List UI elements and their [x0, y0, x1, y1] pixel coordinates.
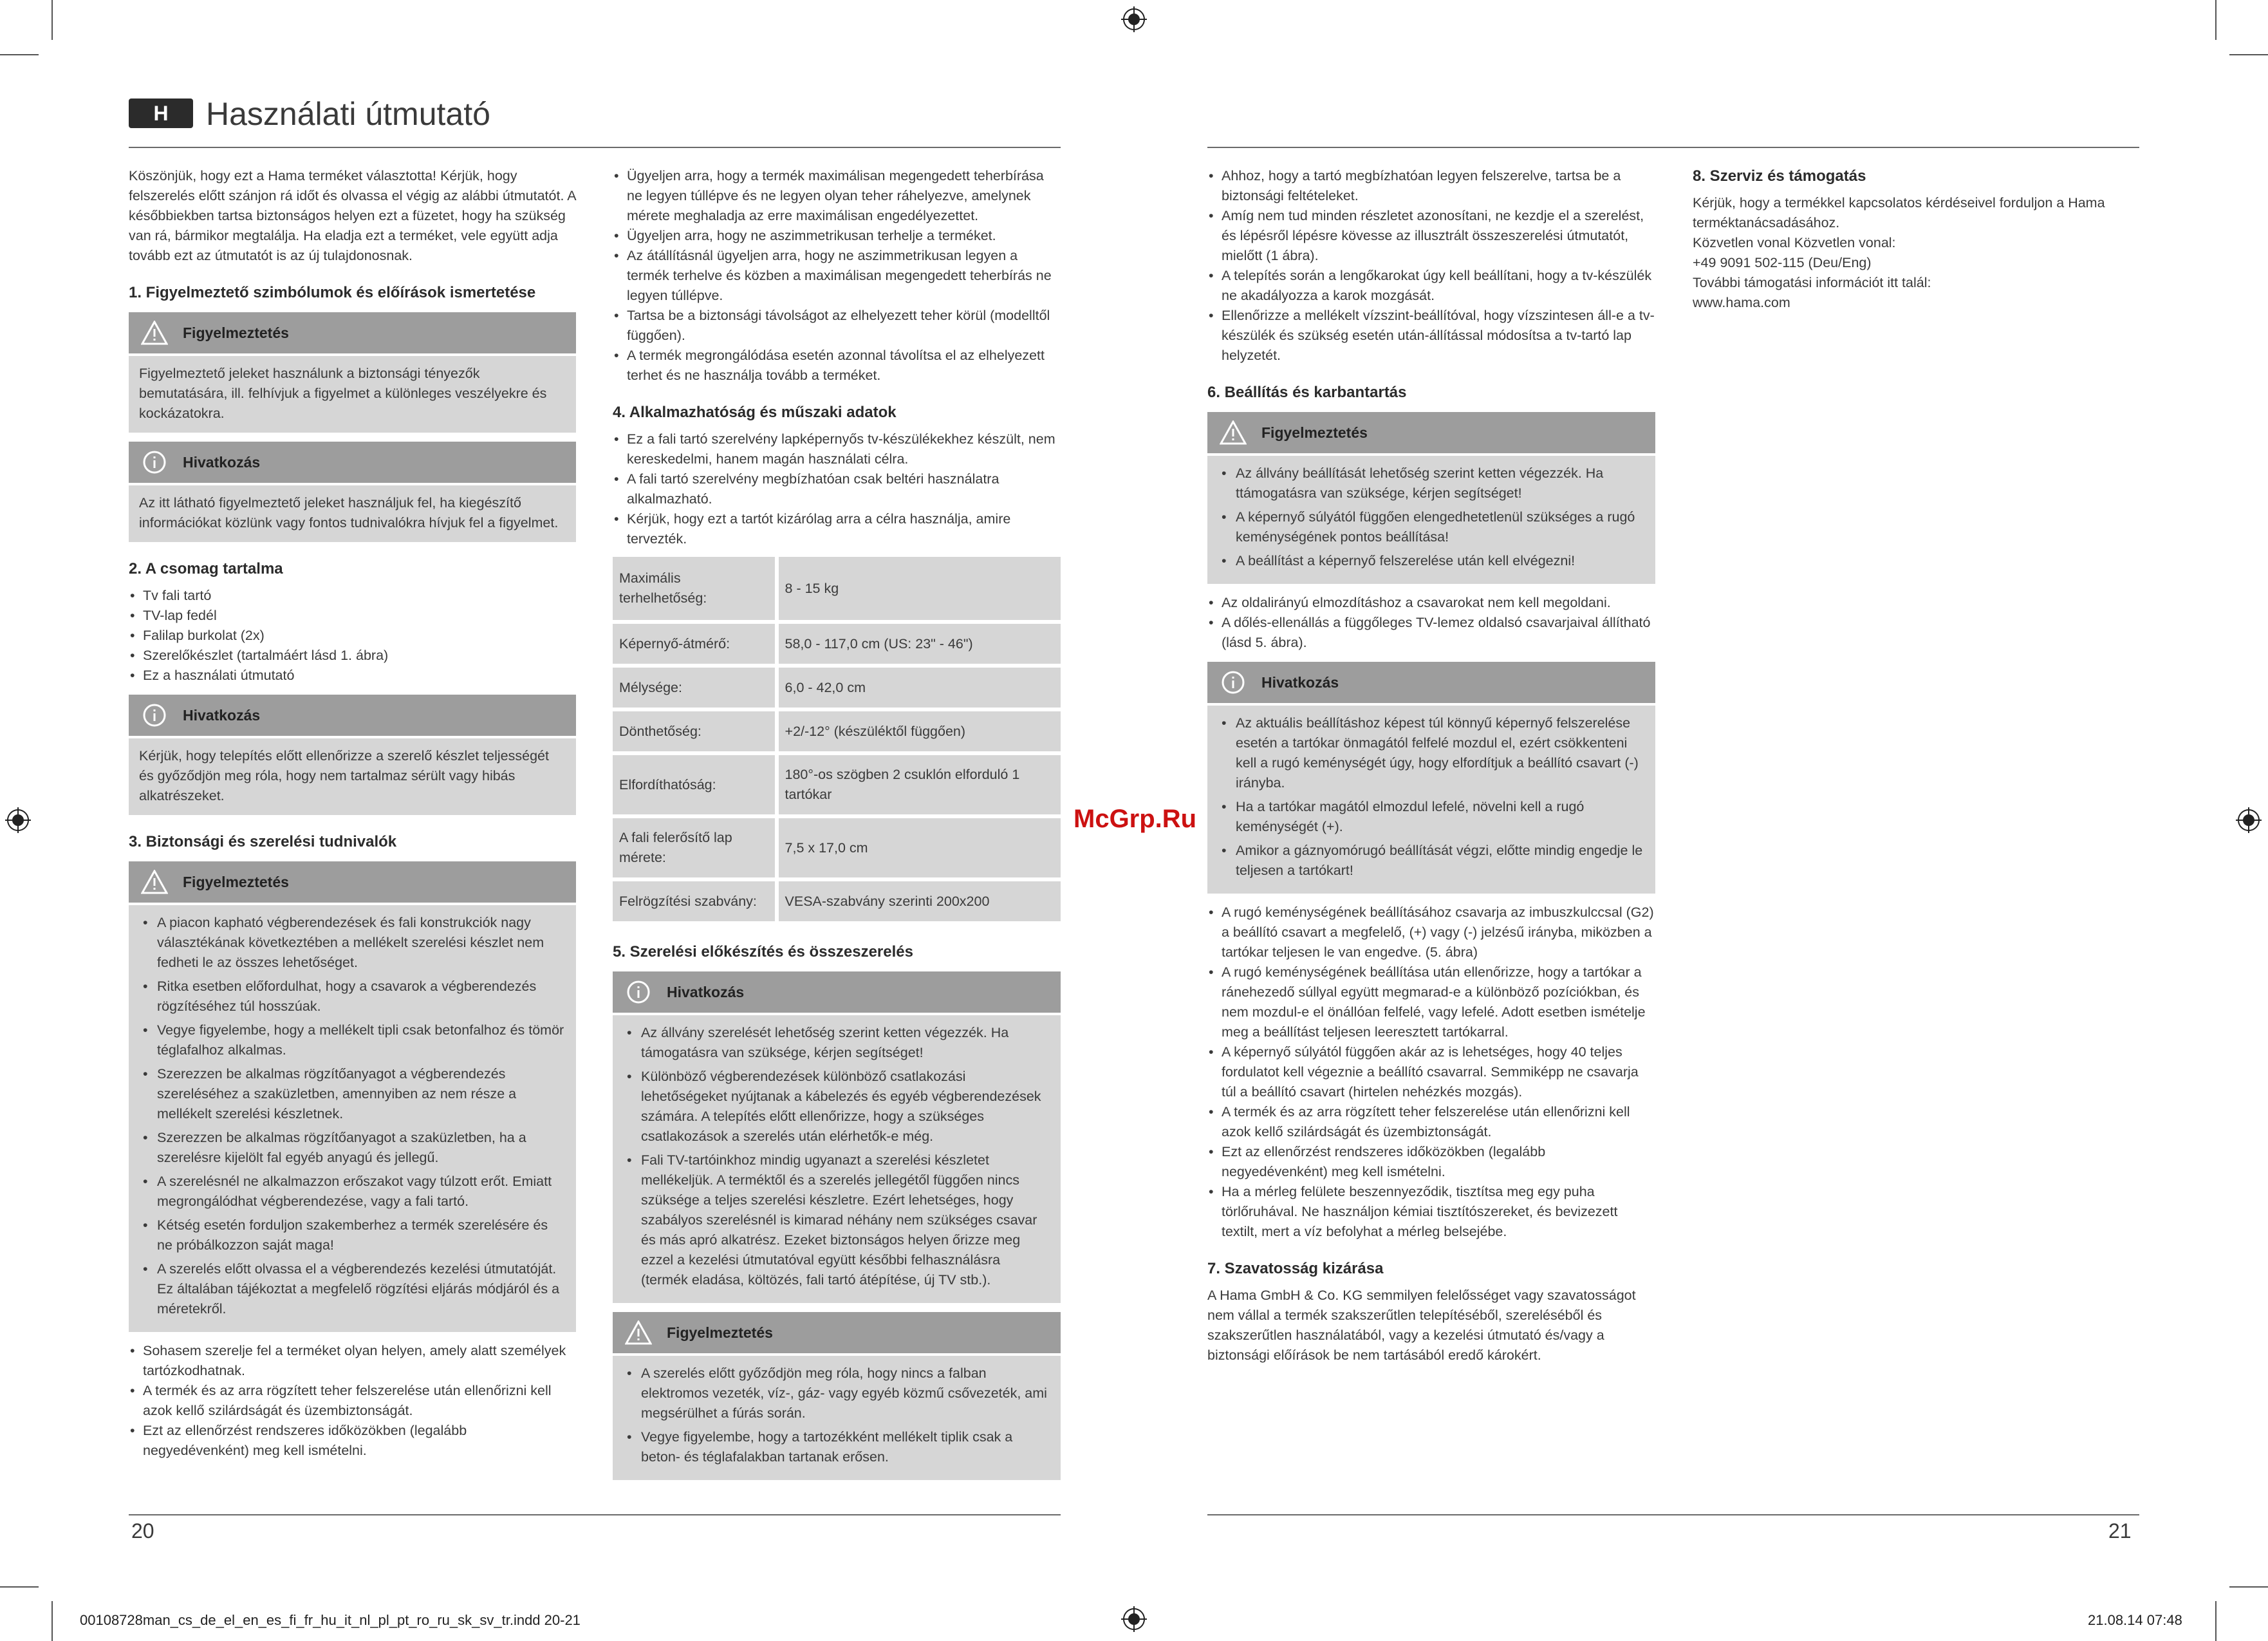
- note-box: [613, 971, 1061, 1303]
- note-label: Hivatkozás: [1261, 673, 1339, 691]
- list-item: • A képernyő súlyától függően elengedhetetlenül szükséges a rugó keménységének pontos beállítása!: [1218, 507, 1645, 547]
- list-item: • Ezt az ellenőrzést rendszeres időközökben (legalább negyedévenként) meg kell ismételni.: [129, 1421, 576, 1461]
- section-5-title: 5. Szerelési előkészítés és összeszerelés: [613, 943, 913, 961]
- footer-rule: [1207, 1514, 2139, 1515]
- warning-box: [129, 861, 576, 1332]
- crop-mark: [2215, 1601, 2217, 1641]
- registration-mark-icon: [1121, 6, 1147, 32]
- header-rule: [129, 147, 1061, 148]
- table-row: [613, 818, 1061, 877]
- warning-triangle-icon: [624, 1320, 653, 1346]
- section-3-title: 3. Biztonsági és szerelési tudnivalók: [129, 833, 397, 850]
- table-row: [613, 668, 1061, 708]
- list-item: • A rugó keménységének beállítása után ellenőrizze, hogy a tartókar a ránehezedő súllyal együtt megmarad-e a különböző pozíciókban, és nem mozdul-e el önállóan felfelé, vagy lefelé. Adott esetben ismételje meg a beállítást teljesen leeresztett tartókarral.: [1207, 962, 1655, 1042]
- warning-triangle-icon: [140, 320, 169, 346]
- list-item: • Szerezzen be alkalmas rögzítőanyagot a végberendezés szereléséhez a szaküzletben, amennyiben az nem része a mellékelt szerelési készletnek.: [139, 1064, 566, 1124]
- info-circle-icon: [140, 702, 169, 728]
- note-text: Kérjük, hogy telepítés előtt ellenőrizze a szerelő készlet teljességét és győződjön meg róla, hogy nem tartalmaz sérült vagy hibás alkatrészeket.: [139, 748, 549, 803]
- list-item: • Az átállításnál ügyeljen arra, hogy ne aszimmetrikusan legyen a termék terhelve és közben a maximálisan megengedett teherbírás ne legyen túllépve.: [613, 246, 1061, 306]
- table-cell-value: 58,0 - 117,0 cm (US: 23" - 46"): [779, 624, 1061, 664]
- section-4-title: 4. Alkalmazhatóság és műszaki adatok: [613, 404, 897, 421]
- list-item: • Amíg nem tud minden részletet azonosítani, ne kezdje el a szerelést, és lépésről lépésre kövesse az illusztrált összeszerelési útmutatót, mielőtt (1 ábra).: [1207, 206, 1655, 266]
- note-box: [1207, 662, 1655, 894]
- warning-label: Figyelmeztetés: [667, 1324, 773, 1341]
- list-item: • Tv fali tartó: [129, 586, 576, 606]
- list-item: • A szerelés előtt olvassa el a végberendezés kezelési útmutatóját. Ez általában tájékoztat a megfelelő rögzítési eljárás módjáról és a méretekről.: [139, 1259, 566, 1319]
- support-info-label: További támogatási információt itt talál:: [1693, 275, 1931, 290]
- registration-mark-icon: [1121, 1606, 1147, 1632]
- warning-label: Figyelmeztetés: [183, 324, 289, 341]
- table-cell-value: 7,5 x 17,0 cm: [779, 818, 1061, 877]
- table-cell-value: +2/-12° (készüléktől függően): [779, 711, 1061, 751]
- list-item: • Szerezzen be alkalmas rögzítőanyagot a szaküzletben, ha a szerelésre kijelölt fal egyéb anyagú és jellegű.: [139, 1128, 566, 1168]
- footer-rule: [129, 1514, 1061, 1515]
- note-box: [129, 695, 576, 815]
- list-item: • Ez a fali tartó szerelvény lapképernyős tv-készülékekhez készült, nem kereskedelmi, hanem magán használati célra.: [613, 429, 1061, 469]
- crop-mark: [2215, 0, 2217, 40]
- warning-triangle-icon: [140, 869, 169, 895]
- list-item: • A rugó keménységének beállításához csavarja az imbuszkulccsal (G2) a beállító csavart a megfelelő, (+) vagy (-) jelzésű irányba, miközben a tartókar teljesen le van engedve. (5. ábra): [1207, 903, 1655, 962]
- list-item: • Ha a tartókar magától elmozdul lefelé, növelni kell a rugó keménységét (+).: [1218, 797, 1645, 837]
- table-cell-key: A fali felerősítő lap mérete:: [613, 818, 779, 877]
- page-number-right: 21: [2108, 1519, 2132, 1543]
- registration-mark-icon: [2236, 807, 2262, 833]
- column-3: [1207, 166, 1655, 1365]
- package-contents-list: [129, 586, 576, 686]
- table-row: [613, 711, 1061, 751]
- table-cell-key: Elfordíthatóság:: [613, 755, 779, 814]
- disclaimer-text: A Hama GmbH & Co. KG semmilyen felelősséget vagy szavatosságot nem vállal a termék szakszerűtlen telepítéséből, szereléséből és szakszerűtlen használatából, vagy a kezelési útmutató és/vagy a biztonsági előírások be nem tartásából eredő károkért.: [1207, 1288, 1636, 1363]
- list-item: • TV-lap fedél: [129, 606, 576, 626]
- warning-box: [613, 1312, 1061, 1480]
- table-row: [613, 624, 1061, 664]
- crop-mark: [51, 1601, 53, 1641]
- list-item: • Ritka esetben előfordulhat, hogy a csavarok a végberendezés rögzítéséhez túl hosszúak.: [139, 977, 566, 1017]
- note-text: Az itt látható figyelmeztető jeleket használjuk fel, ha kiegészítő információkat közlünk vagy fontos tudnivalókra hívjuk fel a figyelmet.: [139, 495, 559, 530]
- list-item: • Az aktuális beállításhoz képest túl könnyű képernyő felszerelése esetén a tartókar önmagától felfelé mozdul el, ezért csökkenteni kell a rugó keménységét úgy, hogy elfordítjuk a beállító csavart (-) irányba.: [1218, 713, 1645, 793]
- crop-mark: [0, 54, 39, 55]
- hotline-number: +49 9091 502-115 (Deu/Eng): [1693, 255, 1872, 270]
- note-label: Hivatkozás: [183, 706, 261, 724]
- warning-text: Figyelmeztető jeleket használunk a biztonsági tényezők bemutatására, ill. felhívjuk a figyelmet a különleges veszélyekre és kockázatokra.: [139, 366, 547, 421]
- list-item: • Ezt az ellenőrzést rendszeres időközökben (legalább negyedévenként) meg kell ismételni.: [1207, 1142, 1655, 1182]
- watermark: McGrp.Ru: [1074, 805, 1197, 833]
- service-text: Kérjük, hogy a termékkel kapcsolatos kérdéseivel forduljon a Hama terméktanácsadásához.: [1693, 195, 2105, 230]
- list-item: • A termék és az arra rögzített teher felszerelése után ellenőrizni kell azok kellő szilárdságát és üzembiztonságát.: [129, 1381, 576, 1421]
- column-1: [129, 166, 576, 1461]
- list-item: • Kétség esetén forduljon szakemberhez a termék szerelésére és ne próbálkozzon saját maga!: [139, 1215, 566, 1255]
- table-cell-value: 8 - 15 kg: [779, 557, 1061, 620]
- table-cell-key: Dönthetőség:: [613, 711, 779, 751]
- warning-label: Figyelmeztetés: [183, 873, 289, 890]
- column-2: [613, 166, 1061, 1489]
- crop-mark: [0, 1586, 39, 1588]
- column-4: [1693, 166, 2139, 313]
- list-item: • Ez a használati útmutató: [129, 666, 576, 686]
- list-item: • A piacon kapható végberendezések és fali konstrukciók nagy választékának következtében a mellékelt szerelési készlet nem fedheti le az összes lehetőséget.: [139, 913, 566, 973]
- info-circle-icon: [1219, 670, 1247, 695]
- list-item: • Ha a mérleg felülete beszennyeződik, tisztítsa meg egy puha törlőruhával. Ne használjon kémiai tisztítószereket, és bevizezett textilt, mert a víz befolyhat a mérleg belsejébe.: [1207, 1182, 1655, 1242]
- crop-mark: [2229, 54, 2268, 55]
- section-2-title: 2. A csomag tartalma: [129, 560, 283, 577]
- warning-triangle-icon: [1219, 420, 1247, 445]
- list-item: • Ahhoz, hogy a tartó megbízhatóan legyen felszerelve, tartsa be a biztonsági feltételeket.: [1207, 166, 1655, 206]
- list-item: • Az állvány szerelését lehetőség szerint ketten végezzék. Ha támogatásra van szüksége, kérjen segítséget!: [623, 1023, 1050, 1063]
- print-datetime: 21.08.14 07:48: [2088, 1612, 2182, 1628]
- list-item: • A termék és az arra rögzített teher felszerelése után ellenőrizni kell azok kellő szilárdságát és üzembiztonságát.: [1207, 1102, 1655, 1142]
- info-circle-icon: [140, 449, 169, 475]
- table-row: [613, 881, 1061, 921]
- list-item: • A dőlés-ellenállás a függőleges TV-lemez oldalsó csavarjaival állítható (lásd 5. ábra).: [1207, 613, 1655, 653]
- list-item: • Ügyeljen arra, hogy ne aszimmetrikusan terhelje a terméket.: [613, 226, 1061, 246]
- list-item: • Vegye figyelembe, hogy a tartozékként mellékelt tiplik csak a beton- és téglafalakban tartanak erősen.: [623, 1427, 1050, 1467]
- section-6-title: 6. Beállítás és karbantartás: [1207, 384, 1407, 401]
- list-item: • Tartsa be a biztonsági távolságot az elhelyezett teher körül (modelltől függően).: [613, 306, 1061, 346]
- crop-mark: [51, 0, 53, 40]
- section-7-title: 7. Szavatosság kizárása: [1207, 1260, 1384, 1277]
- list-item: • Fali TV-tartóinkhoz mindig ugyanazt a szerelési készletet mellékeljük. A terméktől és a szerelés jellegétől függően nincs szüksége a teljes szerelési készletre. Ezért lehetséges, hogy szabályos szerelésnél is kimarad néhány nem szükséges csavar és más apró alkatrész. Ezeket biztonságos helyen őrizze meg ezzel a kezelési útmutatóval együtt későbbi felhasználásra (termék eladása, költözés, fali tartó átépítése, új TV stb.).: [623, 1150, 1050, 1290]
- language-badge: H: [129, 98, 193, 128]
- note-label: Hivatkozás: [667, 983, 745, 1000]
- table-cell-key: Képernyő-átmérő:: [613, 624, 779, 664]
- list-item: • Különböző végberendezések különböző csatlakozási lehetőségeket nyújtanak a kábelezés és egyéb végberendezések számára. A telepítés előtt ellenőrizze, hogy a szükséges csatlakozások a szerelés után elérhetők-e még.: [623, 1067, 1050, 1147]
- table-cell-key: Felrögzítési szabvány:: [613, 881, 779, 921]
- print-filename: 00108728man_cs_de_el_en_es_fi_fr_hu_it_nl_pl_pt_ro_ru_sk_sv_tr.indd 20-21: [80, 1612, 581, 1628]
- list-item: • Kérjük, hogy ezt a tartót kizárólag arra a célra használja, amire tervezték.: [613, 509, 1061, 549]
- list-item: • Amikor a gáznyomórugó beállítását végzi, előtte mindig engedje le teljesen a tartókart!: [1218, 841, 1645, 881]
- table-cell-value: VESA-szabvány szerinti 200x200: [779, 881, 1061, 921]
- table-cell-key: Mélysége:: [613, 668, 779, 708]
- table-cell-value: 180°-os szögben 2 csuklón elforduló 1 tartókar: [779, 755, 1061, 814]
- warning-label: Figyelmeztetés: [1261, 424, 1368, 441]
- warning-box: [129, 312, 576, 433]
- hotline-label: Közvetlen vonal Közvetlen vonal:: [1693, 235, 1896, 250]
- table-cell-key: Maximális terhelhetőség:: [613, 557, 779, 620]
- warning-box: [1207, 412, 1655, 584]
- page-title: Használati útmutató: [206, 96, 490, 132]
- list-item: • A fali tartó szerelvény megbízhatóan csak beltéri használatra alkalmazható.: [613, 469, 1061, 509]
- crop-mark: [2229, 1586, 2268, 1588]
- list-item: • Ügyeljen arra, hogy a termék maximálisan megengedett teherbírása ne legyen túllépve és ne legyen olyan teher ráhelyezve, amelynek mérete meghaladja az erre maximálisan engedélyezettet.: [613, 166, 1061, 226]
- list-item: • Szerelőkészlet (tartalmáért lásd 1. ábra): [129, 646, 576, 666]
- table-row: [613, 557, 1061, 620]
- website-link[interactable]: www.hama.com: [1693, 295, 1790, 310]
- section-1-title: 1. Figyelmeztető szimbólumok és előírások ismertetése: [129, 284, 536, 301]
- technical-data-table: [613, 553, 1061, 925]
- section-8-title: 8. Szerviz és támogatás: [1693, 167, 1866, 185]
- info-circle-icon: [624, 979, 653, 1005]
- table-cell-value: 6,0 - 42,0 cm: [779, 668, 1061, 708]
- intro-text: Köszönjük, hogy ezt a Hama terméket választotta! Kérjük, hogy felszerelés előtt szánjon rá időt és olvassa el végig az alábbi útmutatót. A későbbiekben tartsa biztonságos helyen ezt a füzetet, hogy ha szükség van rá, bármikor megtalálja. Ha eladja ezt a terméket, vele együtt adja tovább ezt az útmutatót is az új tulajdonosnak.: [129, 168, 576, 263]
- list-item: • A telepítés során a lengőkarokat úgy kell beállítani, hogy a tv-készülék ne akadályozza a karok mozgását.: [1207, 266, 1655, 306]
- list-item: • Az állvány beállítását lehetőség szerint ketten végezzék. Ha ttámogatásra van szüksége, kérjen segítséget!: [1218, 464, 1645, 503]
- table-row: [613, 755, 1061, 814]
- list-item: • A képernyő súlyától függően akár az is lehetséges, hogy 40 teljes fordulatot kell végeznie a beállító csavarral. Semmiképp ne csavarja túl a beállító csavart (hirtelen nehézkés mozgás).: [1207, 1042, 1655, 1102]
- header-rule: [1207, 147, 2139, 148]
- list-item: • Falilap burkolat (2x): [129, 626, 576, 646]
- list-item: • Ellenőrizze a mellékelt vízszint-beállítóval, hogy vízszintesen áll-e a tv-készülék és szükség esetén után-állítással módosítsa a tv-tartó lap helyzetét.: [1207, 306, 1655, 366]
- list-item: • A szerelésnél ne alkalmazzon erőszakot vagy túlzott erőt. Emiatt megrongálódhat végberendezése, vagy a fali tartó.: [139, 1172, 566, 1212]
- list-item: • A termék megrongálódása esetén azonnal távolítsa el az elhelyezett terhet és ne használja tovább a terméket.: [613, 346, 1061, 386]
- list-item: • A beállítást a képernyő felszerelése után kell elvégezni!: [1218, 551, 1645, 571]
- note-label: Hivatkozás: [183, 453, 261, 471]
- list-item: • A szerelés előtt győződjön meg róla, hogy nincs a falban elektromos vezeték, víz-, gáz- vagy egyéb közmű csővezeték, ami megsérülhet a fúrás során.: [623, 1364, 1050, 1423]
- list-item: • Sohasem szerelje fel a terméket olyan helyen, amely alatt személyek tartózkodhatnak.: [129, 1341, 576, 1381]
- note-box: [129, 442, 576, 542]
- list-item: • Az oldalirányú elmozdításhoz a csavarokat nem kell megoldani.: [1207, 593, 1655, 613]
- list-item: • Vegye figyelembe, hogy a mellékelt tipli csak betonfalhoz és tömör téglafalhoz alkalmas.: [139, 1020, 566, 1060]
- page-number-left: 20: [131, 1519, 154, 1543]
- registration-mark-icon: [5, 807, 31, 833]
